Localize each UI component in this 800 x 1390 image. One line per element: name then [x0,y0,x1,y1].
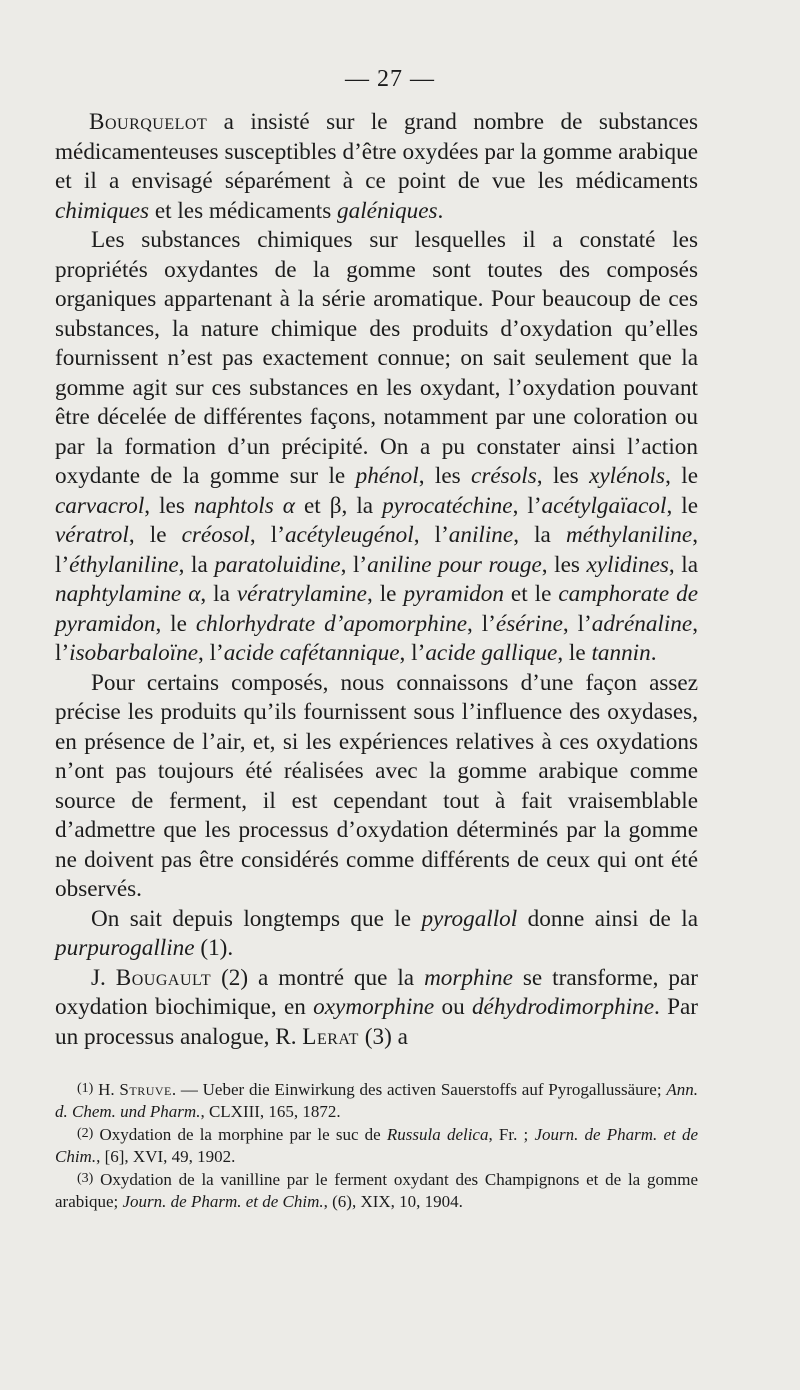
italic-term: xylénols [589,463,666,489]
footnote [55,1123,698,1168]
paragraph [55,108,698,226]
italic-term: isobarbaloïne [69,640,198,666]
text-run: , l’ [249,522,285,548]
italic-term: naphtols α [193,492,295,519]
text-run: , la [178,551,215,578]
text-run: , le [666,492,698,519]
text-run: Oxydation de la morphine par le suc de [93,1125,387,1144]
author-name: Bougault [115,964,212,991]
text-run: , la [513,522,566,548]
text-run: , Fr. ; [488,1125,535,1144]
italic-term: pyrogallol [421,905,518,932]
text-run: , l’ [512,492,542,519]
italic-term: pyrocatéchine [382,492,513,519]
paragraph [55,669,698,905]
italic-term: acétylgaïacol [541,492,667,519]
footnote-marker: (3) [77,1171,94,1186]
text-run: , [6], XVI, 49, 1902. [96,1147,236,1166]
italic-term: vératrylamine [236,581,367,607]
text-run: , (6), XIX, 10, 1904. [323,1192,463,1211]
italic-term: Journ. de Pharm. et de Chim. [55,1125,698,1166]
text-run: , la [668,551,699,578]
italic-term: acide gallique [425,640,558,666]
paragraph [55,964,698,1053]
italic-term: vératrol [55,522,129,548]
italic-term: galéniques [337,197,438,224]
italic-term: xylidines [586,551,669,578]
author-name: Bourquelot [89,109,208,135]
italic-term: pyramidon [403,581,504,607]
main-text [55,108,698,1052]
text-run: , CLXIII, 165, 1872. [200,1102,341,1121]
footnote-marker: (1) [77,1081,94,1096]
text-run: , la [200,581,237,607]
text-run: On sait depuis longtemps que le [91,905,422,932]
text-run: , les [418,463,472,489]
italic-term: aniline [448,522,514,548]
italic-term: Russula delica [386,1125,489,1144]
text-run: , l’ [340,551,368,578]
author-name: Lerat [302,1023,359,1050]
text-run: (2) a montré que la [211,964,425,991]
italic-term: paratoluidine [214,551,341,578]
italic-term: Journ. de Pharm. et de Chim. [122,1192,324,1211]
italic-term: purpurogalline [55,935,195,961]
text-run: , l’ [55,610,698,666]
footnote [55,1078,698,1123]
text-run: , l’ [55,522,698,578]
italic-term: ésérine [495,610,563,637]
italic-term: acétyleugénol [284,522,414,548]
text-run: se transforme, par oxydation biochimique, en [55,964,698,1020]
footnotes [55,1078,698,1213]
text-run: ou [434,994,472,1020]
text-run: (1). [194,935,234,961]
author-name: Struve [119,1080,172,1099]
italic-term: tannin [591,640,651,666]
text-run: . [437,197,444,224]
text-run: et le [503,581,559,607]
italic-term: phénol [355,463,419,489]
text-run: Oxydation de la vanilline par le ferment oxydant des Champignons et de la gomme arabique; [55,1170,698,1211]
text-run: , les [536,463,590,489]
text-run: Les substances chimiques sur lesquelles il a constaté les propriétés oxydantes de la gomme sont toutes des composés organiques appartenant à la série aromatique. Pour beaucoup de ces substances, la nature chimique des produits d’oxydation qu’elles fournissent n’est pas exactement connue; on sait seulement que la gomme agit sur ces substances en les oxydant, l’oxydation pouvant être décelée de différentes façons, notamment par une coloration ou par la formation d’un précipité. On a pu constater ainsi l’action oxydante de la gomme sur le [55,227,698,489]
text-run: et β, la [294,492,383,519]
text-run: , l’ [399,640,426,666]
italic-term: Ann. d. Chem. und Pharm. [55,1080,698,1121]
text-run: donne ainsi de la [517,905,698,932]
italic-term: méthylaniline [565,522,693,548]
text-run: , l’ [413,522,449,548]
page-number: — 27 — [345,66,435,92]
text-run: a insisté sur le grand nombre de substances médicamenteuses susceptibles d’être oxydées par la gomme arabique et il a envisagé séparément à ce point de vue les médicaments [55,109,698,194]
footnote-marker: (2) [77,1126,94,1141]
italic-term: morphine [424,964,513,991]
text-run: . — Ueber die Einwirkung des activen Sauerstoffs auf Pyrogallussäure; [171,1080,667,1099]
text-run: et les médicaments [149,197,338,224]
text-run: , le [366,581,404,607]
italic-term: crésols [471,463,537,489]
text-run: . Par un processus analogue, R. [55,994,698,1050]
italic-term: acide cafétannique [223,640,400,666]
text-run: , le [665,463,698,489]
text-run: , le [155,610,196,637]
text-run: , le [128,522,182,548]
italic-term: carvacrol [55,492,145,519]
italic-term: adrénaline [591,610,693,637]
italic-term: naphtylamine α [55,581,201,607]
italic-term: oxymorphine [313,994,435,1020]
text-run: , les [541,551,587,578]
italic-term: chimiques [55,197,150,224]
italic-term: créosol [181,522,250,548]
text-run: , les [144,492,194,519]
text-run: Pour certains composés, nous connaissons d’une façon assez précise les produits qu’ils fournissent sous l’influence des oxydases, en présence de l’air, et, si les expériences relatives à ces oxydations n’ont pas toujours été réalisées avec la gomme arabique comme source de ferment, il est cependant tout à fait vraisemblable d’admettre que les processus d’oxydation déterminés par la gomme ne doivent pas être considérés comme différents de ceux qui ont été observés. [55,669,698,902]
text-run: , l’ [562,610,592,637]
italic-term: chlorhydrate d’apomorphine [195,610,468,637]
italic-term: déhydrodimorphine [471,994,654,1020]
text-run: , le [557,640,592,666]
text-run: H. [93,1080,120,1099]
text-run: J. [91,964,116,991]
footnote [55,1168,698,1213]
text-run: . [650,640,657,666]
text-run: , l’ [467,610,496,637]
text-run: , l’ [198,640,224,666]
italic-term: éthylaniline [69,551,179,578]
text-run: (3) a [358,1023,408,1050]
paragraph [55,226,698,669]
italic-term: aniline pour rouge [367,551,542,578]
italic-term: camphorate de pyramidon [55,581,698,637]
paragraph [55,905,698,964]
